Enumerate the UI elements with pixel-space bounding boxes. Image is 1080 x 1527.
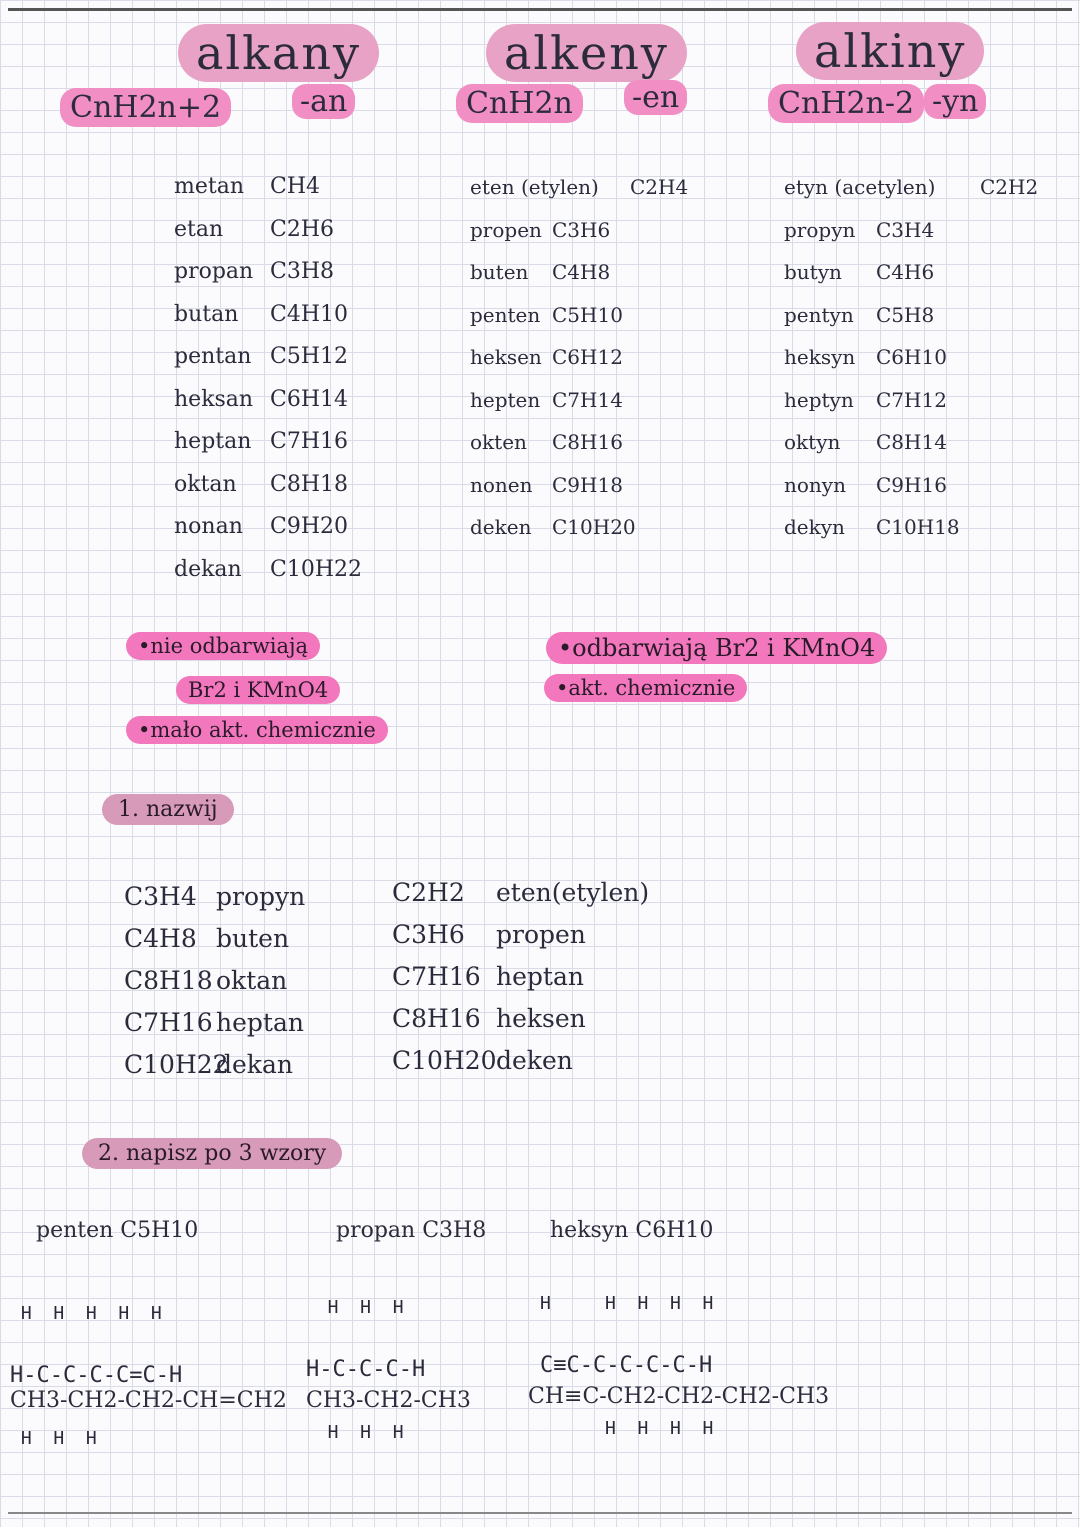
list-item	[124, 1044, 305, 1086]
alkanes-title: alkany	[178, 24, 379, 82]
compound-name: okten	[470, 430, 527, 454]
list-item	[470, 506, 688, 549]
exercise-formula: C3H6	[392, 920, 465, 949]
list-item	[174, 336, 362, 379]
structure-title: heksyn C6H10	[550, 1218, 714, 1243]
compound-name: dekan	[174, 556, 242, 582]
list-item	[392, 914, 649, 956]
list-item	[392, 872, 649, 914]
structural-formula	[540, 1256, 713, 1457]
compound-name: nonyn	[784, 472, 846, 497]
compound-formula: C8H14	[876, 430, 947, 454]
compound-name: nonen	[470, 472, 533, 497]
list-item	[784, 379, 1038, 422]
condensed-formula: CH≡C-CH2-CH2-CH2-CH3	[528, 1384, 830, 1409]
compound-name: pentyn	[784, 302, 854, 327]
alkynes-title: alkiny	[796, 22, 984, 80]
list-item	[784, 421, 1038, 464]
list-item	[784, 294, 1038, 337]
compound-formula: C2H4	[630, 175, 689, 199]
exercise-name: propyn	[216, 882, 306, 911]
alkanes-note-2: Br2 i KMnO4	[176, 676, 340, 704]
list-item	[784, 464, 1038, 507]
compound-formula: C6H10	[876, 345, 947, 369]
list-item	[174, 549, 362, 592]
alkanes-note-1: •nie odbarwiają	[126, 632, 320, 660]
structure-carbon-chain: H-C-C-C-H	[306, 1357, 426, 1382]
compound-formula: C7H12	[876, 387, 947, 412]
list-item	[470, 166, 688, 209]
exercise-formula: C8H18	[124, 966, 213, 995]
structural-formula	[306, 1260, 425, 1461]
alkanes-general-formula: CnH2n+2	[60, 88, 231, 127]
list-item	[174, 379, 362, 422]
list-item	[784, 506, 1038, 549]
exercise-name: heptan	[496, 962, 584, 991]
exercise-name: dekan	[216, 1050, 293, 1079]
alkenes-note-2: •akt. chemicznie	[544, 674, 747, 702]
compound-name: dekyn	[784, 515, 845, 539]
list-item	[124, 960, 305, 1002]
compound-name: butyn	[784, 260, 842, 284]
alkenes-suffix: -en	[624, 80, 687, 115]
structure-title: penten C5H10	[36, 1218, 199, 1243]
alkynes-suffix: -yn	[924, 84, 986, 119]
list-item	[470, 336, 688, 379]
compound-formula: C8H16	[552, 430, 623, 454]
task1-label: 1. nazwij	[102, 794, 234, 825]
alkanes-suffix: -an	[292, 84, 355, 119]
alkenes-list	[470, 166, 688, 549]
list-item	[174, 251, 362, 294]
compound-name: hepten	[470, 387, 541, 412]
compound-name: metan	[174, 174, 245, 199]
compound-formula: C9H20	[270, 514, 349, 539]
compound-formula: C2H6	[270, 216, 335, 242]
compound-formula: C6H12	[552, 345, 623, 369]
compound-formula: C4H8	[552, 260, 611, 284]
task1-right-list	[392, 872, 649, 1082]
structure-top-hydrogens: H H H H H	[540, 1293, 714, 1314]
structure-top-hydrogens: H H H	[306, 1297, 404, 1318]
exercise-name: buten	[216, 924, 290, 953]
compound-name: deken	[470, 515, 532, 539]
alkenes-title: alkeny	[486, 24, 687, 82]
list-item	[470, 421, 688, 464]
list-item	[470, 294, 688, 337]
compound-formula: C5H10	[552, 302, 623, 327]
condensed-formula: CH3-CH2-CH2-CH=CH2	[10, 1388, 287, 1413]
exercise-formula: C7H16	[392, 962, 481, 991]
compound-formula: C10H18	[876, 515, 960, 539]
list-item	[174, 421, 362, 464]
exercise-formula: C8H16	[392, 1004, 481, 1033]
compound-name: oktan	[174, 471, 237, 497]
compound-name: heksan	[174, 386, 254, 412]
list-item	[174, 464, 362, 507]
list-item	[392, 998, 649, 1040]
structure-title: propan C3H8	[336, 1218, 487, 1243]
compound-formula: C4H6	[876, 260, 935, 284]
compound-name: etyn (acetylen)	[784, 175, 936, 199]
alkanes-note-3: •mało akt. chemicznie	[126, 716, 388, 744]
list-item	[392, 956, 649, 998]
structure-carbon-chain: C≡C-C-C-C-C-H	[540, 1353, 713, 1378]
compound-name: heptyn	[784, 387, 854, 412]
compound-formula: C3H8	[270, 259, 335, 284]
exercise-name: eten(etylen)	[496, 878, 650, 907]
compound-name: propen	[470, 217, 542, 242]
list-item	[124, 918, 305, 960]
list-item	[124, 1002, 305, 1044]
alkenes-general-formula: CnH2n	[456, 84, 583, 123]
exercise-name: propen	[496, 920, 586, 949]
compound-formula: C4H10	[270, 301, 349, 327]
compound-name: oktyn	[784, 430, 841, 454]
list-item	[470, 464, 688, 507]
compound-formula: C3H6	[552, 217, 611, 242]
compound-formula: C8H18	[270, 471, 349, 497]
condensed-formula: CH3-CH2-CH3	[306, 1388, 471, 1413]
list-item	[174, 506, 362, 549]
compound-name: propan	[174, 259, 254, 284]
compound-formula: C9H18	[552, 472, 623, 497]
exercise-formula: C10H22	[124, 1050, 229, 1079]
page-bottom-rule	[8, 1512, 1072, 1514]
structure-top-hydrogens: H H H H H	[10, 1303, 162, 1324]
compound-formula: C5H8	[876, 302, 935, 327]
compound-name: propyn	[784, 217, 856, 242]
compound-name: penten	[470, 302, 541, 327]
list-item	[784, 251, 1038, 294]
compound-formula: C10H20	[552, 515, 636, 539]
page-top-rule	[8, 8, 1072, 11]
list-item	[470, 251, 688, 294]
alkanes-list	[174, 166, 362, 591]
list-item	[470, 209, 688, 252]
list-item	[174, 294, 362, 337]
compound-formula: C7H14	[552, 387, 623, 412]
exercise-formula: C7H16	[124, 1008, 213, 1037]
exercise-name: deken	[496, 1046, 573, 1075]
alkynes-list	[784, 166, 1038, 549]
compound-formula: C3H4	[876, 217, 935, 242]
list-item	[784, 336, 1038, 379]
exercise-name: heptan	[216, 1008, 304, 1037]
task2-label: 2. napisz po 3 wzory	[82, 1138, 342, 1169]
structure-bottom-hydrogens: H H H H	[540, 1418, 714, 1439]
list-item	[174, 166, 362, 209]
exercise-name: heksen	[496, 1004, 586, 1033]
exercise-formula: C3H4	[124, 882, 197, 911]
compound-name: eten (etylen)	[470, 175, 599, 199]
compound-formula: C6H14	[270, 386, 349, 412]
list-item	[392, 1040, 649, 1082]
list-item	[784, 166, 1038, 209]
task1-left-list	[124, 876, 305, 1086]
list-item	[174, 209, 362, 252]
compound-name: pentan	[174, 344, 252, 369]
compound-name: heksen	[470, 345, 542, 369]
exercise-formula: C10H20	[392, 1046, 497, 1075]
list-item	[470, 379, 688, 422]
exercise-name: oktan	[216, 966, 288, 995]
compound-name: nonan	[174, 514, 243, 539]
structure-bottom-hydrogens: H H H	[306, 1422, 404, 1443]
compound-formula: C10H22	[270, 556, 363, 582]
exercise-formula: C4H8	[124, 924, 197, 953]
alkenes-note-1: •odbarwiają Br2 i KMnO4	[546, 632, 887, 664]
compound-name: butan	[174, 301, 239, 327]
compound-formula: C9H16	[876, 472, 947, 497]
list-item	[124, 876, 305, 918]
compound-formula: C7H16	[270, 429, 349, 454]
structure-carbon-chain: H-C-C-C-C=C-H	[10, 1363, 183, 1388]
structure-bottom-hydrogens: H H H	[10, 1428, 97, 1449]
compound-name: buten	[470, 260, 529, 284]
compound-name: heksyn	[784, 345, 856, 369]
list-item	[784, 209, 1038, 252]
structural-formula	[10, 1266, 182, 1467]
compound-name: heptan	[174, 429, 252, 454]
compound-formula: CH4	[270, 174, 321, 199]
compound-formula: C2H2	[980, 175, 1039, 199]
compound-formula: C5H12	[270, 344, 349, 369]
compound-name: etan	[174, 216, 224, 242]
alkynes-general-formula: CnH2n-2	[768, 84, 924, 123]
exercise-formula: C2H2	[392, 878, 465, 907]
